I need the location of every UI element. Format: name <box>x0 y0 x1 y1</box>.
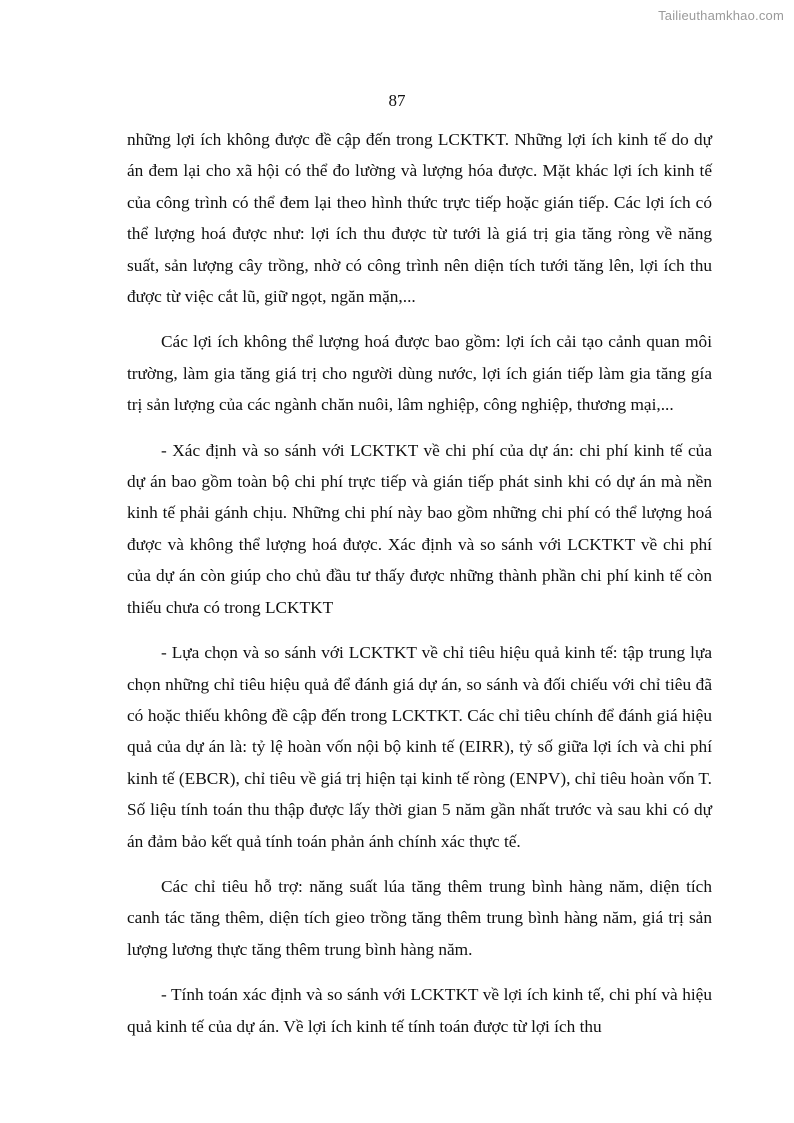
paragraph: - Xác định và so sánh với LCKTKT về chi phí của dự án: chi phí kinh tế của dự án bao gồm toàn bộ chi phí trực tiếp và gián tiếp phát sinh khi có dự án mà nền kinh tế phải gánh chịu. Những chi phí này bao gồm những chi phí có thể lượng hoá được và không thể lượng hoá được. Xác định và so sánh với LCKTKT về chi phí của dự án còn giúp cho chủ đầu tư thấy được những thành phần chi phí kinh tế còn thiếu chưa có trong LCKTKT <box>127 440 712 617</box>
paragraph: - Tính toán xác định và so sánh với LCKTKT về lợi ích kinh tế, chi phí và hiệu quả kinh tế của dự án. Về lợi ích kinh tế tính toán được từ lợi ích thu <box>127 985 712 1036</box>
document-body <box>127 124 712 1056</box>
paragraph: - Lựa chọn và so sánh với LCKTKT về chỉ tiêu hiệu quả kinh tế: tập trung lựa chọn những chỉ tiêu hiệu quả để đánh giá dự án, so sánh và đối chiếu với chỉ tiêu đã có hoặc thiếu không đề cập đến trong LCKTKT. Các chỉ tiêu chính để đánh giá hiệu quả của dự án là: tỷ lệ hoàn vốn nội bộ kinh tế (EIRR), tỷ số giữa lợi ích và chi phí kinh tế (EBCR), chỉ tiêu về giá trị hiện tại kinh tế ròng (ENPV), chỉ tiêu hoàn vốn T. Số liệu tính toán thu thập được lấy thời gian 5 năm gần nhất trước và sau khi có dự án đảm bảo kết quả tính toán phản ánh chính xác thực tế. <box>127 643 712 851</box>
paragraph: Các lợi ích không thể lượng hoá được bao gồm: lợi ích cải tạo cảnh quan môi trường, làm gia tăng giá trị cho người dùng nước, lợi ích gián tiếp làm gia tăng gía trị sản lượng của các ngành chăn nuôi, lâm nghiệp, công nghiệp, thương mại,... <box>127 332 712 415</box>
paragraph: những lợi ích không được đề cập đến trong LCKTKT. Những lợi ích kinh tế do dự án đem lại cho xã hội có thể đo lường và lượng hóa được. Mặt khác lợi ích kinh tế của công trình có thể đem lại theo hình thức trực tiếp hoặc gián tiếp. Các lợi ích có thể lượng hoá được như: lợi ích thu được từ tưới là giá trị gia tăng ròng về năng suất, sản lượng cây trồng, nhờ có công trình nên diện tích tưới tăng lên, lợi ích thu được từ việc cắt lũ, giữ ngọt, ngăn mặn,... <box>127 130 712 307</box>
page-number: 87 <box>388 91 406 110</box>
paragraph: Các chỉ tiêu hỗ trợ: năng suất lúa tăng thêm trung bình hàng năm, diện tích canh tác tăng thêm, diện tích gieo trồng tăng thêm trung bình hàng năm, giá trị sản lượng lương thực tăng thêm trung bình hàng năm. <box>127 876 712 959</box>
watermark-text: Tailieuthamkhao.com <box>658 8 784 23</box>
